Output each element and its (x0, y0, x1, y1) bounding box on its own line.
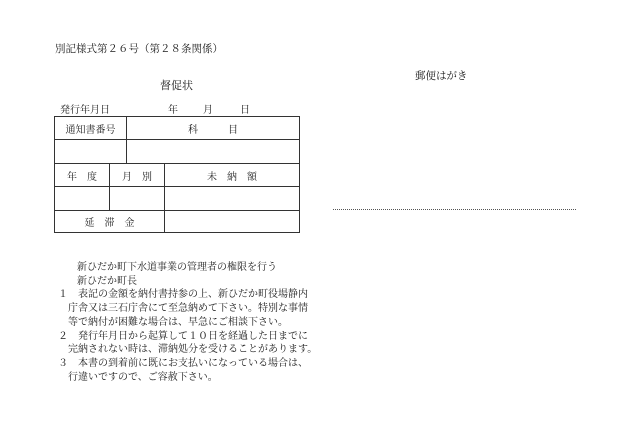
note-line: 等で納付が困難な場合は、早急にご相談下さい。 (58, 317, 288, 328)
form-code: 別記様式第２６号（第２８条関係） (55, 43, 223, 55)
table-row (55, 211, 300, 233)
notice-number-label: 通知書番号 (55, 117, 127, 140)
address-dotted-line (333, 209, 576, 210)
issue-date-label: 発行年月日 (60, 105, 110, 116)
note-line: ２ 発行年月日から起算して１０日を経過した日までに (58, 331, 308, 342)
month-label: 月 別 (110, 164, 165, 187)
note-line: １ 表記の金額を納付書持参の上、新ひだか町役場静内 (58, 289, 308, 300)
billing-table (54, 116, 300, 233)
issue-month-unit: 月 (203, 105, 213, 116)
late-fee-label: 延 滞 金 (55, 211, 165, 233)
fiscal-year-label: 年 度 (55, 164, 110, 187)
fiscal-year-cell (55, 187, 110, 211)
table-row (55, 140, 300, 164)
note-line: ３ 本書の到着前に既にお支払いになっている場合は、 (58, 358, 308, 369)
notice-number-cell (55, 140, 127, 164)
note-line: 行違いですので、ご容赦下さい。 (58, 372, 218, 383)
postcard-label: 郵便はがき (415, 70, 468, 82)
table-row (55, 187, 300, 211)
note-line: 庁舎又は三石庁舎にて至急納めて下さい。特別な事情 (58, 303, 308, 314)
unpaid-amount-cell (165, 187, 300, 211)
month-cell (110, 187, 165, 211)
issue-year-unit: 年 (168, 105, 178, 116)
late-fee-cell (165, 211, 300, 233)
document-title: 督促状 (160, 79, 193, 92)
subject-label: 科 目 (127, 117, 300, 140)
subject-cell (127, 140, 300, 164)
table-row (55, 164, 300, 187)
unpaid-amount-label: 未 納 額 (165, 164, 300, 187)
issuer-name: 新ひだか町長 (77, 276, 137, 287)
issuer-authority: 新ひだか町下水道事業の管理者の権限を行う (77, 262, 277, 273)
table-row (55, 117, 300, 140)
issue-day-unit: 日 (240, 105, 250, 116)
note-line: 完納されない時は、滞納処分を受けることがあります。 (58, 344, 318, 355)
